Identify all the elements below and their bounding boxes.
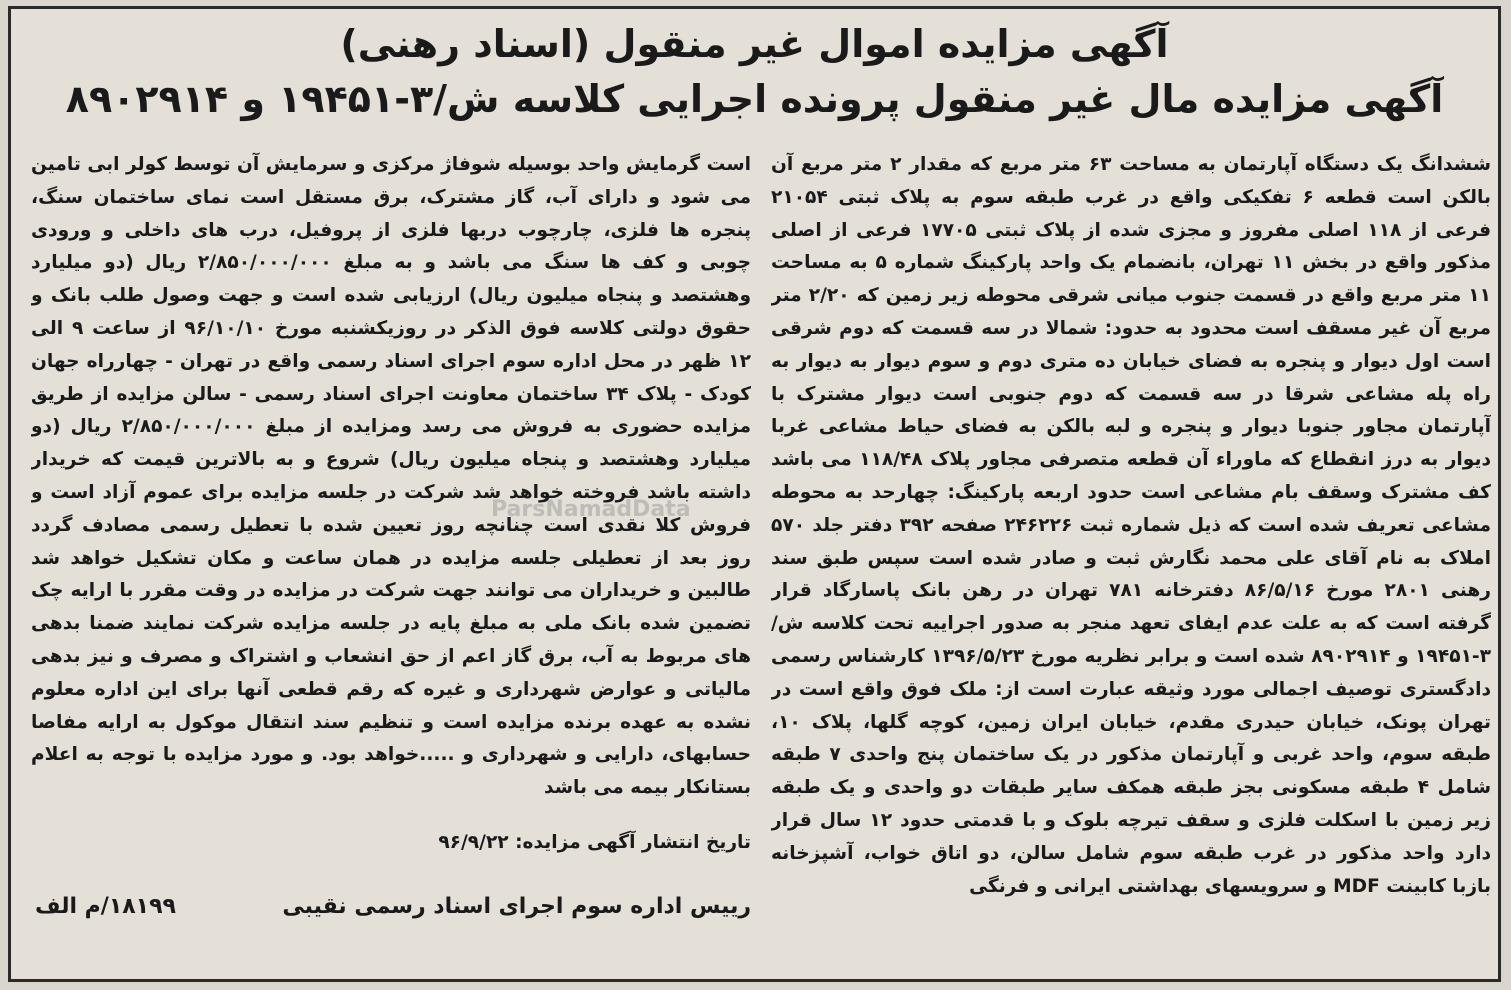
notice-title: آگهی مزایده اموال غیر منقول (اسناد رهنی): [340, 22, 1169, 66]
reference-number: ۱۸۱۹۹/م الف: [35, 894, 176, 919]
notice-subtitle: آگهی مزایده مال غیر منقول پرونده اجرایی کلاسه ش/۳-۱۹۴۵۱ و ۸۹۰۲۹۱۴: [65, 77, 1444, 121]
publish-date: تاریخ انتشار آگهی مزایده: ۹۶/۹/۲۲: [438, 832, 751, 853]
auction-notice-page: [8, 6, 1501, 982]
notice-header: [11, 9, 1498, 139]
signer-name: رییس اداره سوم اجرای اسناد رسمی نقیبی: [282, 894, 751, 919]
watermark-logo: ParsNamadData: [491, 497, 691, 522]
footer-row: [31, 889, 751, 929]
left-column-text: است گرمایش واحد بوسیله شوفاژ مرکزی و سرمایش آن توسط کولر ابی تامین می شود و دارای آب، گاز مشترک، برق مستقل است نمای ساختمان سنگ، پنجره ها فلزی، چارچوب دربها فلزی از پروفیل، درب های داخلی و ورودی چوبی و کف ها سنگ می باشد و به مبلغ ۲/۸۵۰/۰۰۰/۰۰۰ ریال (دو میلیارد وهشتصد و پنجاه میلیون ریال) ارزیابی شده است و جهت وصول طلب بانک و حقوق دولتی کلاسه فوق الذکر در روزیکشنبه مورخ ۹۶/۱۰/۱۰ از ساعت ۹ الی ۱۲ ظهر در محل اداره سوم اجرای اسناد رسمی واقع در تهران - چهارراه جهان کودک - پلاک ۳۴ ساختمان معاونت اجرای اسناد رسمی - سالن مزایده از طریق مزایده حضوری به فروش می رسد ومزایده از مبلغ ۲/۸۵۰/۰۰۰/۰۰۰ ریال (دو میلیارد وهشتصد و پنجاه میلیون ریال) شروع و به بالاترین قیمت که خریدار داشته باشد فروخته خواهد شد شرکت در جلسه مزایده برای عموم آزاد است و فروش کلا نقدی است چنانچه روز تعیین شده با تعطیل رسمی مصادف گردد روز بعد از تعطیلی جلسه مزایده در همان ساعت و مکان تشکیل خواهد شد طالبین و خریداران می توانند جهت شرکت در مزایده در وقت مقرر با ارایه چک تضمین شده بانک ملی به مبلغ پایه در جلسه مزایده شرکت نمایند ضمنا بدهی های مربوط به آب، برق گاز اعم از حق انشعاب و اشتراک و مصرف و نیز بدهی مالیاتی و عوارض شهرداری و غیره که رقم قطعی آنها برای این اداره معلوم نشده به عهده برنده مزایده است و تنظیم سند انتقال موکول به ارایه مفاصا حسابهای، دارایی و شهرداری و .....خواهد بود. و مورد مزایده با توجه به اعلام بستانکار بیمه می باشد: [31, 154, 751, 799]
right-column-text: ششدانگ یک دستگاه آپارتمان به مساحت ۶۳ متر مربع که مقدار ۲ متر مربع آن بالکن است قطعه ۶ تفکیکی واقع در غرب طبقه سوم به پلاک ثبتی ۲۱۰۵۴ فرعی از ۱۱۸ اصلی مفروز و مجزی شده از پلاک ثبتی ۱۷۷۰۵ فرعی از اصلی مذکور واقع در بخش ۱۱ تهران، بانضمام یک واحد پارکینگ شماره ۵ به مساحت ۱۱ متر مربع واقع در قسمت جنوب میانی شرقی محوطه زیر زمین که ۲/۲۰ متر مربع آن غیر مسقف است محدود به حدود: شمالا در سه قسمت که دوم شرقی است اول دیوار و پنجره به فضای خیابان ده متری دوم و سوم دیوار به دیوار به راه پله مشاعی شرقا در سه قسمت که دوم جنوبی است دیوار مشترک با آپارتمان مجاور جنوبا دیوار و پنجره و لبه بالکن به فضای حیاط مشاعی غربا دیوار به درز انقطاع که ماوراء آن قطعه متصرفی مجاور پلاک ۱۱۸/۴۸ می باشد کف مشترک وسقف بام مشاعی است حدود اربعه پارکینگ: چهارحد به محوطه مشاعی تعریف شده است که ذیل شماره ثبت ۲۴۶۲۲۶ صفحه ۳۹۲ دفتر جلد ۵۷۰ املاک به نام آقای علی محمد نگارش ثبت و صادر شده است سپس طبق سند رهنی ۲۸۰۱ مورخ ۸۶/۵/۱۶ دفترخانه ۷۸۱ تهران در رهن بانک پاسارگاد قرار گرفته است که به علت عدم ایفای تعهد منجر به صدور اجراییه تحت کلاسه ش/۳-۱۹۴۵۱ و ۸۹۰۲۹۱۴ شده است و برابر نظریه مورخ ۱۳۹۶/۵/۲۳ کارشناس رسمی دادگستری توصیف اجمالی مورد وثیقه عبارت است از: ملک فوق واقع است در تهران پونک، خیابان حیدری مقدم، خیابان ایران زمین، کوچه گلها، پلاک ۱۰، طبقه سوم، واحد غربی و آپارتمان مذکور در یک ساختمان پنج واحدی ۷ طبقه شامل ۴ طبقه مسکونی بجز طبقه همکف سایر طبقات دو واحدی و یک طبقه زیر زمین با اسکلت فلزی و سقف تیرچه بلوک و با قدمتی حدود ۱۲ سال قرار دارد واحد مذکور در غرب طبقه سوم شامل سالن، دو اتاق خواب، آشپزخانه بازبا کابینت MDF و سرویسهای بهداشتی ایرانی و فرنگی: [771, 154, 1491, 897]
